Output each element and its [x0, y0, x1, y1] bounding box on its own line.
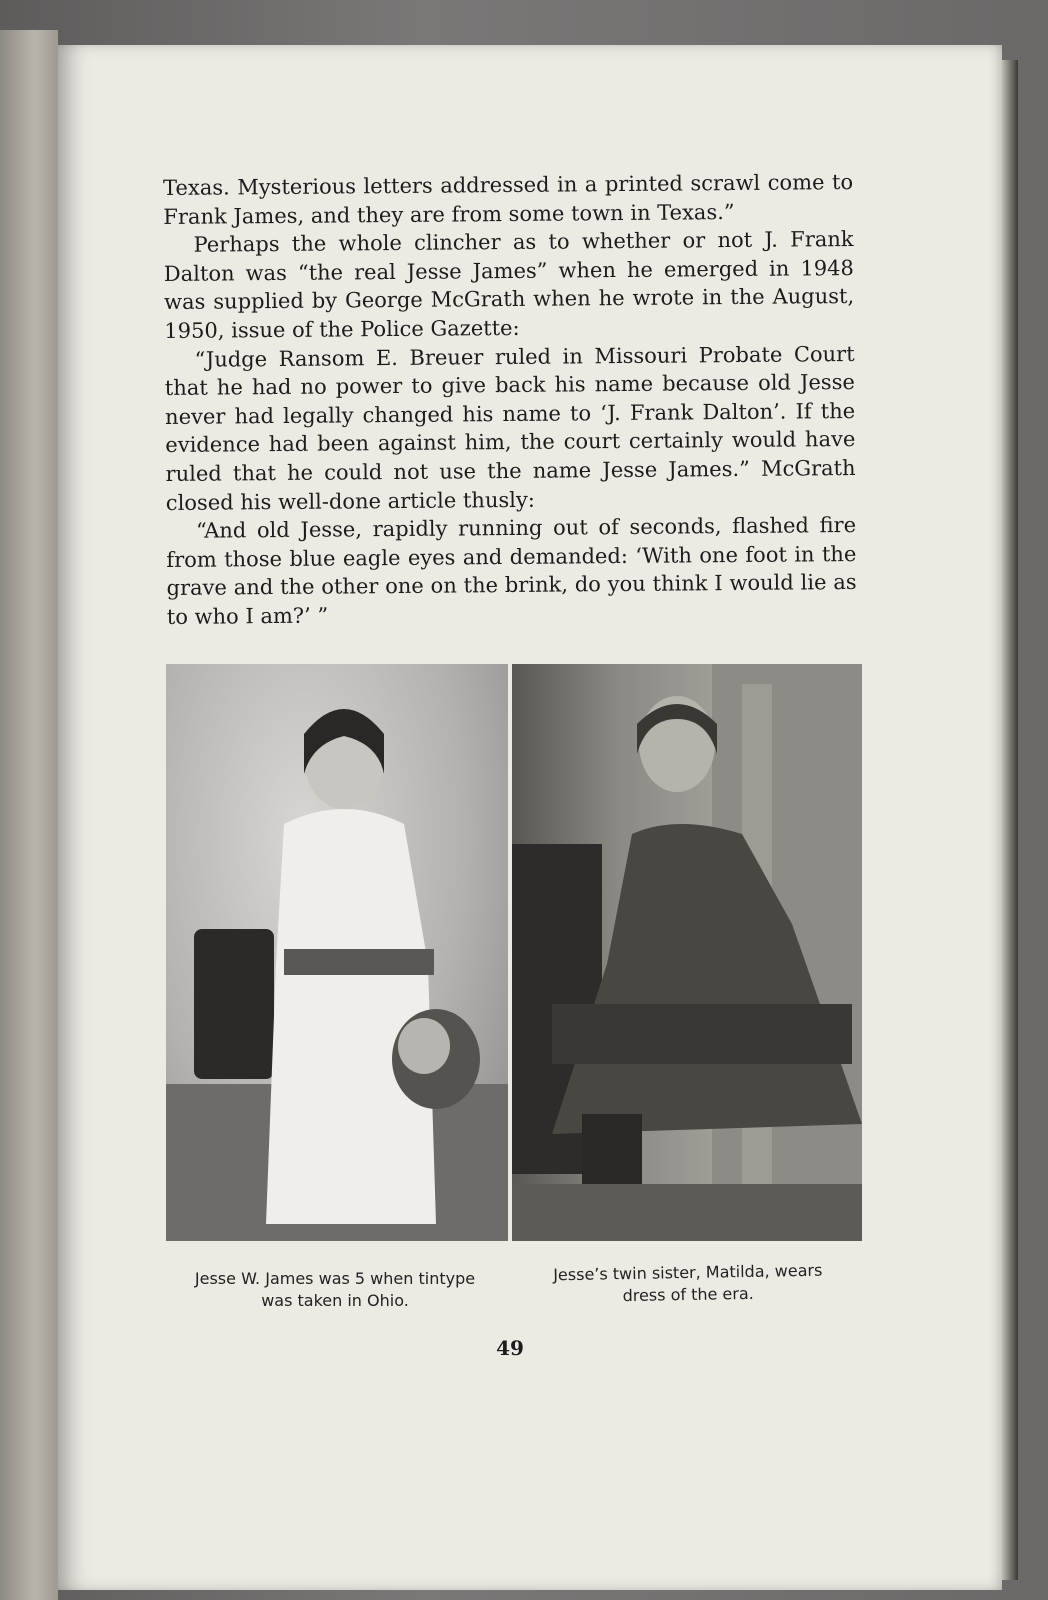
page-number: 49	[496, 1336, 524, 1360]
matilda-portrait-illustration	[512, 664, 862, 1241]
book-page-edges	[1000, 60, 1018, 1580]
child-portrait-photo	[166, 664, 508, 1241]
child-portrait-illustration	[166, 664, 508, 1241]
paragraph: Perhaps the whole clincher as to whether or not J. Frank Dalton was “the real Jesse James” when he emerged in 1948 was supplied by George McGrath when he wrote in the August, 1950, issue of the Police Gazette:	[163, 227, 855, 343]
photo-pair	[166, 664, 862, 1241]
caption-right: Jesse’s twin sister, Matilda, wears dress of the era.	[553, 1260, 823, 1306]
matilda-portrait-photo	[512, 664, 862, 1241]
body-text	[163, 168, 857, 632]
paragraph: Texas. Mysterious letters addressed in a printed scrawl come to Frank James, and they are from some town in Texas.”	[163, 169, 854, 229]
caption-left: Jesse W. James was 5 when tintype was taken in Ohio.	[194, 1269, 476, 1310]
paragraph: “And old Jesse, rapidly running out of seconds, flashed fire from those blue eagle eyes and demanded: ‘With one foot in the grave and the other one on the brink, do you think I would lie as to who I am?’ ”	[166, 513, 857, 629]
paragraph: “Judge Ransom E. Breuer ruled in Missouri Probate Court that he had no power to give back his name because old Jesse never had legally changed his name to ‘J. Frank Dalton’. If the evidence had been against him, the court certainly would have ruled that he could not use the name Jesse James.” McGrath closed his well-done article thusly:	[164, 341, 856, 515]
facing-page-edge	[0, 30, 58, 1600]
